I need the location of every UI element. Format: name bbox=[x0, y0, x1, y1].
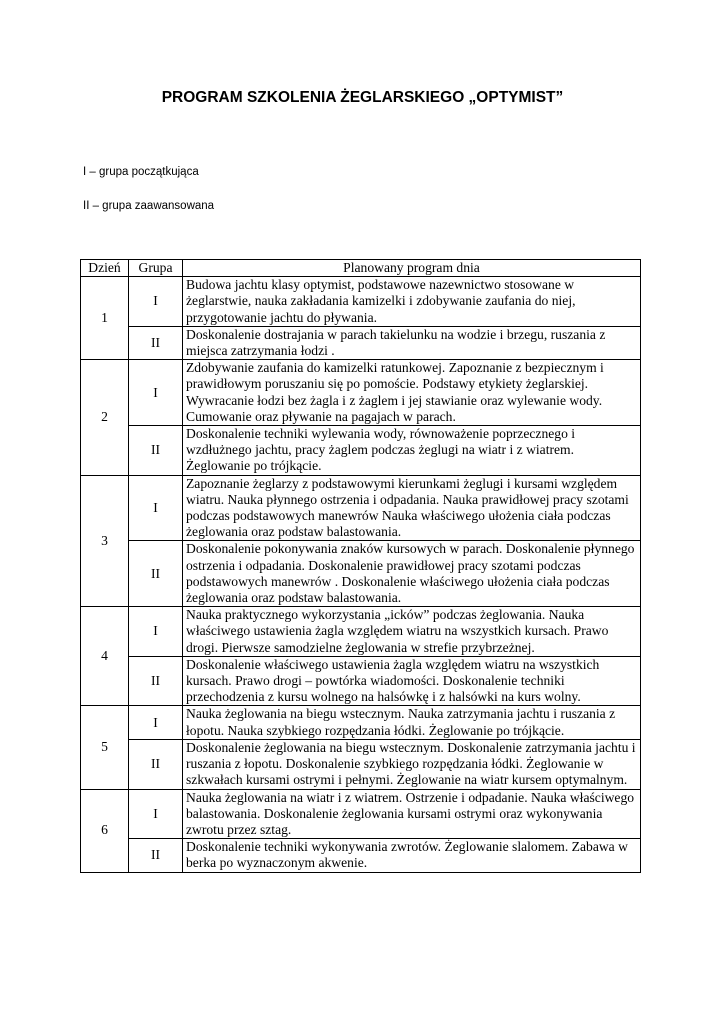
header-group: Grupa bbox=[129, 260, 183, 277]
table-row bbox=[81, 706, 641, 739]
program-cell: Doskonalenie pokonywania znaków kursowych w parach. Doskonalenie płynnego ostrzenia i odpadania. Doskonalenie prawidłowej pracy szotami podczas podstawowych manewrów . Doskonalenie właściwego ułożenia ciała podczas żeglowania oraz podstaw balastowania. bbox=[183, 541, 641, 607]
group-cell: II bbox=[129, 541, 183, 607]
table-row bbox=[81, 360, 641, 426]
program-cell: Zapoznanie żeglarzy z podstawowymi kierunkami żeglugi i kursami względem wiatru. Nauka płynnego ostrzenia i odpadania. Nauka prawidłowej pracy szotami podczas podstawowych manewrów Nauka właściwego ułożenia ciała podczas żeglowania oraz podstaw balastowania. bbox=[183, 475, 641, 541]
header-day: Dzień bbox=[81, 260, 129, 277]
table-header-row bbox=[81, 260, 641, 277]
day-cell: 4 bbox=[81, 607, 129, 706]
day-cell: 1 bbox=[81, 277, 129, 360]
group-cell: I bbox=[129, 607, 183, 657]
program-cell: Nauka żeglowania na biegu wstecznym. Nauka zatrzymania jachtu i ruszania z łopotu. Nauka szybkiego rozpędzania łódki. Żeglowanie po trójkącie. bbox=[183, 706, 641, 739]
table-row bbox=[81, 839, 641, 872]
program-cell: Budowa jachtu klasy optymist, podstawowe nazewnictwo stosowane w żeglarstwie, nauka zakładania kamizelki i zdobywanie zaufania do niej, przygotowanie jachtu do pływania. bbox=[183, 277, 641, 327]
table-row bbox=[81, 426, 641, 476]
program-cell: Doskonalenie techniki wylewania wody, równoważenie poprzecznego i wzdłużnego jachtu, pracy żaglem podczas żeglugi na wiatr i z wiatrem. Żeglowanie po trójkącie. bbox=[183, 426, 641, 476]
program-cell: Nauka praktycznego wykorzystania „icków” podczas żeglowania. Nauka właściwego ustawienia żagla względem wiatru na wszystkich kursach. Prawo drogi. Pierwsze samodzielne żeglowania w strefie przybrzeżnej. bbox=[183, 607, 641, 657]
header-program: Planowany program dnia bbox=[183, 260, 641, 277]
table-row bbox=[81, 475, 641, 541]
group-cell: II bbox=[129, 426, 183, 476]
program-cell: Nauka żeglowania na wiatr i z wiatrem. Ostrzenie i odpadanie. Nauka właściwego balastowania. Doskonalenie żeglowania kursami ostrymi oraz wykonywania zwrotu przez sztag. bbox=[183, 789, 641, 839]
day-cell: 2 bbox=[81, 360, 129, 475]
legend-group-i: I – grupa początkująca bbox=[83, 166, 199, 178]
day-cell: 6 bbox=[81, 789, 129, 872]
group-cell: I bbox=[129, 277, 183, 327]
program-cell: Doskonalenie dostrajania w parach takielunku na wodzie i brzegu, ruszania z miejsca zatrzymania łodzi . bbox=[183, 326, 641, 359]
document-title: PROGRAM SZKOLENIA ŻEGLARSKIEGO „OPTYMIST” bbox=[161, 89, 564, 106]
group-cell: II bbox=[129, 839, 183, 872]
group-cell: I bbox=[129, 706, 183, 739]
table-row bbox=[81, 789, 641, 839]
table-row bbox=[81, 656, 641, 706]
group-cell: II bbox=[129, 739, 183, 789]
group-cell: I bbox=[129, 360, 183, 426]
program-cell: Doskonalenie żeglowania na biegu wstecznym. Doskonalenie zatrzymania jachtu i ruszania z łopotu. Doskonalenie szybkiego rozpędzania łódki. Żeglowanie w szkwałach kursami ostrymi i pełnymi. Żeglowanie na wiatr kursem optymalnym. bbox=[183, 739, 641, 789]
program-table bbox=[80, 259, 641, 873]
table-row bbox=[81, 607, 641, 657]
table-row bbox=[81, 541, 641, 607]
group-cell: II bbox=[129, 326, 183, 359]
day-cell: 5 bbox=[81, 706, 129, 789]
table-row bbox=[81, 277, 641, 327]
program-cell: Doskonalenie techniki wykonywania zwrotów. Żeglowanie slalomem. Zabawa w berka po wyznaczonym akwenie. bbox=[183, 839, 641, 872]
day-cell: 3 bbox=[81, 475, 129, 607]
table-row bbox=[81, 326, 641, 359]
group-cell: II bbox=[129, 656, 183, 706]
program-cell: Doskonalenie właściwego ustawienia żagla względem wiatru na wszystkich kursach. Prawo drogi – powtórka wiadomości. Doskonalenie techniki przechodzenia z kursu wolnego na halsówkę i z halsówki na kurs wolny. bbox=[183, 656, 641, 706]
legend-group-ii: II – grupa zaawansowana bbox=[83, 200, 215, 212]
table-row bbox=[81, 739, 641, 789]
group-cell: I bbox=[129, 475, 183, 541]
group-cell: I bbox=[129, 789, 183, 839]
program-cell: Zdobywanie zaufania do kamizelki ratunkowej. Zapoznanie z bezpiecznym i prawidłowym poruszaniu się po pomoście. Podstawy etykiety żeglarskiej. Wywracanie łodzi bez żagla i z żaglem i jej stawianie oraz wylewanie wody. Cumowanie oraz pływanie na pagajach w parach. bbox=[183, 360, 641, 426]
